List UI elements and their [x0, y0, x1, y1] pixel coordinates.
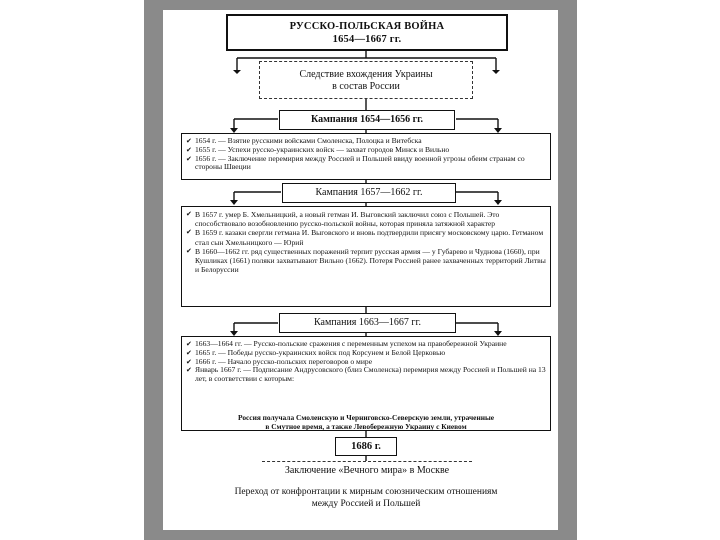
check-icon: ✔ — [186, 228, 192, 237]
list-item: ✔ 1655 г. — Успехи русско-украинских войск — захват городов Минск и Вильно — [186, 144, 450, 154]
check-icon: ✔ — [186, 340, 192, 348]
list-item: ✔ 1656 г. — Заключение перемирия между Россией и Польшей ввиду военной угрозы обеим странам со стороны Швеции — [186, 153, 525, 172]
year-1686-box — [335, 437, 397, 456]
campaign3-events-box — [181, 336, 551, 431]
campaign1-heading-box — [279, 110, 455, 130]
campaign2-heading: Кампания 1657—1662 гг. — [315, 187, 423, 198]
campaign2-events-box — [181, 206, 551, 307]
campaign1-heading: Кампания 1654—1656 гг. — [310, 114, 424, 125]
check-icon: ✔ — [186, 154, 192, 163]
consequence-line1: Следствие вхождения Украины — [299, 69, 433, 80]
campaign2-heading-box — [282, 183, 456, 203]
andrusovo-result-line1: Россия получала Смоленскую и Черниговско-Северскую земли, утраченные — [237, 413, 495, 422]
check-icon: ✔ — [186, 137, 192, 145]
andrusovo-result-line2: в Смутное время, а также Левобережную Украину с Киевом — [265, 422, 467, 431]
list-item: ✔ В 1659 г. казаки свергли гетмана И. Выговского и вновь подтвердили присягу московскому царю. Гетманом стал сын Хмельницкого — Юрий — [186, 228, 544, 247]
campaign3-heading-box — [279, 313, 456, 333]
arrow-head — [233, 70, 241, 74]
list-item: ✔ В 1660—1662 гг. ряд существенных поражений терпит русская армия — у Губарево и Чуднова (1660), при Кушликах (1661) поляки захватывают Вильно (1662). Потеря Россией ранее захваченных территорий Литвы и Белоруссии — [186, 246, 546, 275]
eternal-peace-text: Заключение «Вечного мира» в Москве — [284, 465, 450, 476]
list-item: ✔ В 1657 г. умер Б. Хмельницкий, а новый гетман И. Выговский заключил союз с Польшей. Это способствовало возобновлению русско-польской войны, которая приняла затяжной характер — [186, 210, 500, 229]
campaign1-events-box — [181, 133, 551, 180]
list-item: ✔ 1663—1664 гг. — Русско-польские сражения с переменным успехом на правобережной Украине — [186, 339, 507, 348]
year-1686: 1686 г. — [351, 441, 381, 452]
eternal-peace-box — [262, 461, 472, 479]
campaign3-heading: Кампания 1663—1667 гг. — [314, 317, 421, 328]
title-box — [226, 14, 508, 51]
check-icon: ✔ — [186, 357, 192, 366]
check-icon: ✔ — [186, 348, 192, 357]
title-line1: РУССКО-ПОЛЬСКАЯ ВОЙНА — [289, 21, 445, 32]
check-icon: ✔ — [186, 246, 192, 255]
footer-line1: Переход от конфронтации к мирным союзническим отношениям — [234, 487, 498, 497]
list-item: ✔ Январь 1667 г. — Подписание Андрусовского (близ Смоленска) перемирия между Россией и Польшей на 13 лет, в соответствии с которым: — [186, 365, 546, 384]
list-item: ✔ 1654 г. — Взятие русскими войсками Смоленска, Полоцка и Витебска — [186, 136, 422, 145]
consequence-line2: в состав России — [332, 81, 400, 92]
footer-line2: между Россией и Польшей — [311, 499, 421, 509]
check-icon: ✔ — [186, 210, 192, 218]
check-icon: ✔ — [186, 145, 192, 154]
consequence-box — [259, 61, 473, 99]
list-item: ✔ 1666 г. — Начало русско-польских переговоров о мире — [186, 356, 373, 366]
list-item: ✔ 1665 г. — Победы русско-украинских войск под Корсунем и Белой Церковью — [186, 347, 446, 357]
check-icon: ✔ — [186, 366, 192, 375]
title-line2: 1654—1667 гг. — [332, 34, 402, 45]
